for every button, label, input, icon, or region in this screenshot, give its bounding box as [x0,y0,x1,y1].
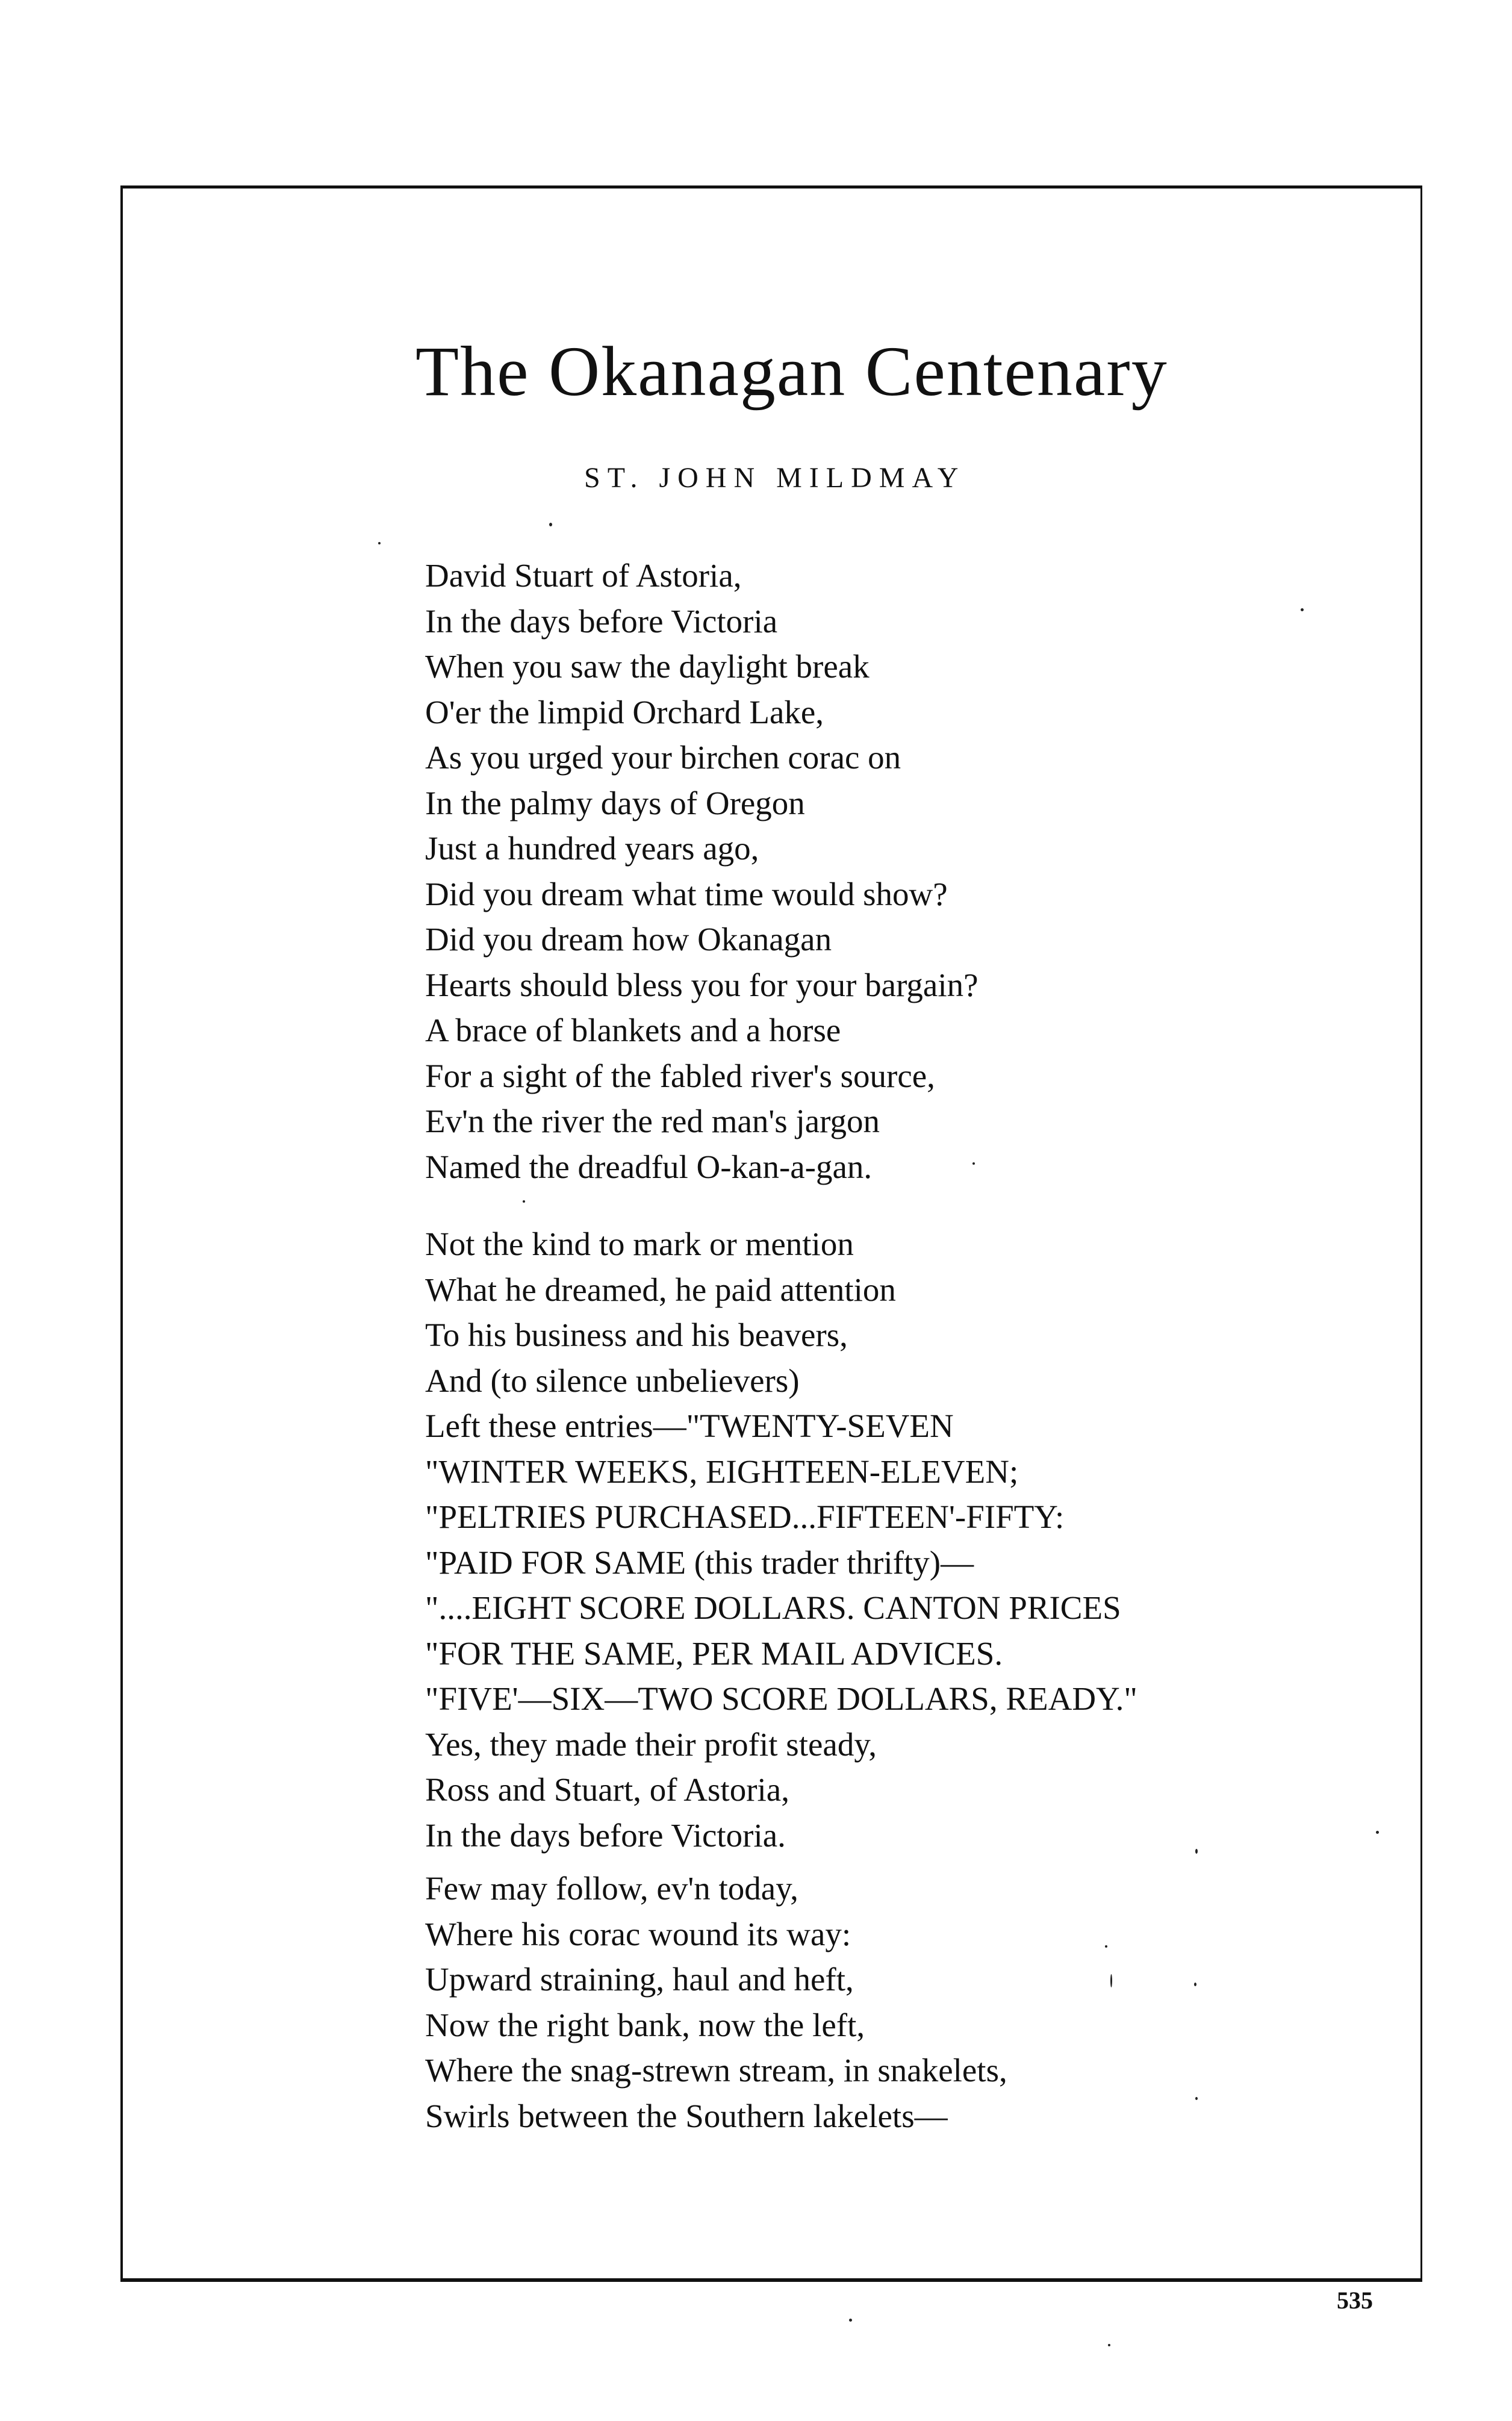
page-number: 535 [1337,2287,1373,2314]
poem-line: "FOR THE SAME, PER MAIL ADVICES. [425,1634,1003,1672]
poem-line: Where the snag-strewn stream, in snakelets, [425,2052,1007,2089]
scan-speck [1195,2097,1198,2100]
poem-line: Few may follow, ev'n today, [425,1870,798,1907]
poem-line: O'er the limpid Orchard Lake, [425,693,824,731]
poem-line: Left these entries—"TWENTY-SEVEN [425,1407,954,1444]
scan-speck [972,1162,975,1165]
scan-speck [849,2319,852,2322]
scan-speck [1194,1983,1196,1986]
poem-line: David Stuart of Astoria, [425,557,742,594]
poem-line: Ross and Stuart, of Astoria, [425,1771,789,1808]
poem-line: Yes, they made their profit steady, [425,1725,877,1763]
poem-line: "....EIGHT SCORE DOLLARS. CANTON PRICES [425,1589,1121,1626]
stanza [425,553,978,1189]
poem-title: The Okanagan Centenary [415,332,1168,411]
poem-line: To his business and his beavers, [425,1316,848,1353]
poem-line: In the days before Victoria. [425,1816,786,1854]
poem-line: When you saw the daylight break [425,648,870,685]
scan-speck [1110,1974,1112,1987]
scan-speck [549,523,552,526]
poem-line: In the palmy days of Oregon [425,784,805,821]
scan-speck [1195,1849,1198,1854]
poem-line: In the days before Victoria [425,602,778,640]
poem-line: And (to silence unbelievers) [425,1362,800,1399]
poem-line: Did you dream how Okanagan [425,921,832,958]
poem-author: ST. JOHN MILDMAY [584,462,966,494]
poem-line: Where his corac wound its way: [425,1915,851,1952]
poem-line: Not the kind to mark or mention [425,1226,854,1262]
scan-speck [1376,1831,1379,1834]
poem-line: Just a hundred years ago, [425,830,759,867]
stanza [425,1221,1137,1858]
poem-line: Now the right bank, now the left, [425,2006,865,2043]
scan-speck [1108,2344,1110,2346]
stanza [425,1866,1007,2139]
poem-line: Hearts should bless you for your bargain? [425,966,978,1003]
scan-speck [378,542,381,544]
poem-line: For a sight of the fabled river's source, [425,1057,935,1094]
scan-speck [1105,1945,1107,1948]
scan-speck [523,1200,525,1203]
poem-line: A brace of blankets and a horse [425,1012,841,1048]
poem-line: "WINTER WEEKS, EIGHTEEN-ELEVEN; [425,1453,1019,1490]
poem-line: As you urged your birchen corac on [425,739,901,776]
poem-line: Ev'n the river the red man's jargon [425,1103,880,1139]
poem-line: Did you dream what time would show? [425,875,948,912]
poem-line: Swirls between the Southern lakelets— [425,2097,948,2134]
poem-line: Upward straining, haul and heft, [425,1961,854,1998]
poem-line: "FIVE'—SIX—TWO SCORE DOLLARS, READY." [425,1680,1137,1717]
poem-line: Named the dreadful O-kan-a-gan. [425,1148,873,1185]
poem-line: What he dreamed, he paid attention [425,1271,896,1308]
poem-line: "PELTRIES PURCHASED...FIFTEEN'-FIFTY: [425,1498,1065,1535]
poem-line: "PAID FOR SAME (this trader thrifty)— [425,1544,974,1581]
scan-speck [1301,608,1304,611]
